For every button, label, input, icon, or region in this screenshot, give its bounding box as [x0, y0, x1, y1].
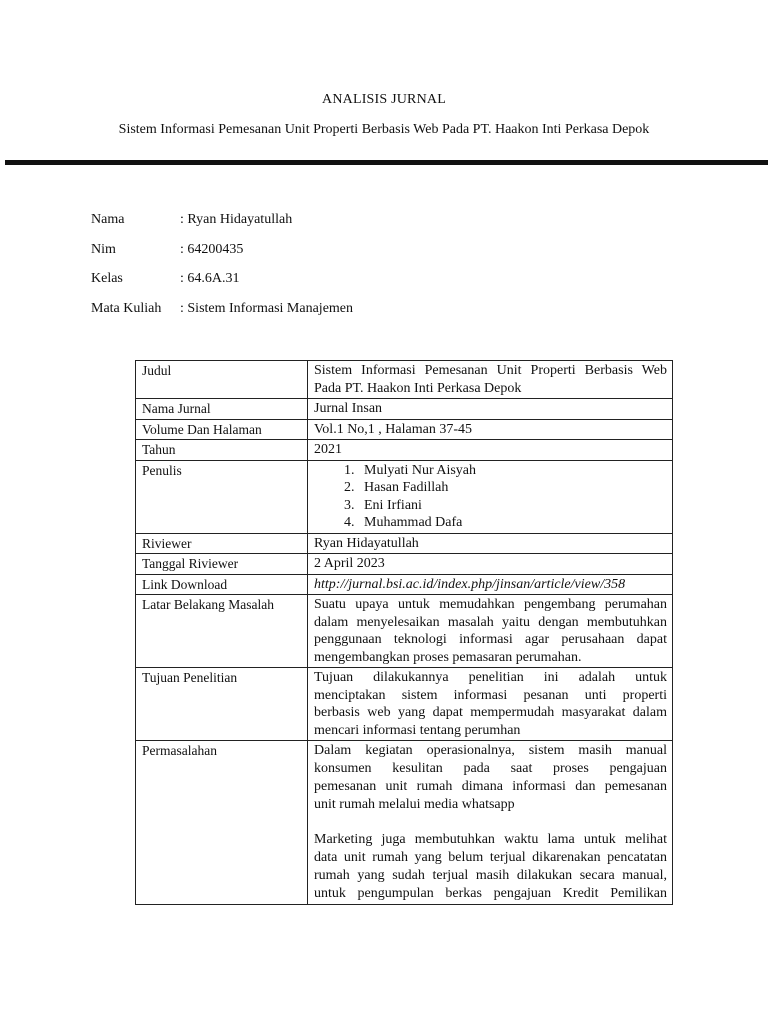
row-key: Nama Jurnal — [136, 399, 308, 420]
row-key: Link Download — [136, 574, 308, 595]
info-label: Nama — [91, 212, 125, 227]
table-row-link — [136, 574, 673, 595]
info-label: Kelas — [91, 271, 123, 286]
row-value-penulis — [308, 460, 673, 533]
table-row-riviewer — [136, 533, 673, 554]
info-value: : Ryan Hidayatullah — [180, 212, 293, 227]
info-row-kelas — [91, 271, 240, 287]
info-row-mata-kuliah — [91, 301, 353, 317]
row-key: Judul — [136, 361, 308, 399]
document-title: ANALISIS JURNAL — [322, 92, 446, 107]
info-label: Mata Kuliah — [91, 301, 162, 316]
row-key: Tujuan Penelitian — [136, 668, 308, 741]
author-item: 2. Hasan Fadillah — [358, 479, 667, 497]
info-row-nim — [91, 242, 243, 258]
row-key: Tahun — [136, 440, 308, 461]
row-value-nama-jurnal: Jurnal Insan — [308, 399, 673, 420]
row-key: Latar Belakang Masalah — [136, 595, 308, 668]
table-row-tanggal — [136, 554, 673, 575]
row-value-judul: Sistem Informasi Pemesanan Unit Properti Berbasis Web Pada PT. Haakon Inti Perkasa Depok — [308, 361, 673, 399]
row-key: Volume Dan Halaman — [136, 419, 308, 440]
author-list — [314, 462, 667, 532]
table-row-penulis — [136, 460, 673, 533]
table-row-judul — [136, 361, 673, 399]
info-label: Nim — [91, 242, 116, 257]
row-value-riviewer: Ryan Hidayatullah — [308, 533, 673, 554]
info-value: : 64.6A.31 — [180, 271, 240, 286]
info-row-nama — [91, 212, 292, 228]
table-row-permasalahan — [136, 741, 673, 905]
table-row-tahun — [136, 440, 673, 461]
row-value-permasalahan: Dalam kegiatan operasionalnya, sistem masih manual konsumen kesulitan pada saat proses pengajuan pemesanan unit rumah dimana informasi dan pemesanan unit rumah melalui media whatsapp Marketing juga membutuhkan waktu lama untuk melihat data unit rumah yang belum terjual dikarenakan pencatatan rumah yang sudah terjual masih dilakukan secara manual, untuk pengumpulan berkas pengajuan Kredit Pemilikan — [308, 741, 673, 905]
row-value-tujuan: Tujuan dilakukannya penelitian ini adalah untuk menciptakan sistem informasi pesanan unti properti berbasis web yang dapat mempermudah masyarakat dalam mencari informasi tentang perumhan — [308, 668, 673, 741]
row-key: Tanggal Riviewer — [136, 554, 308, 575]
analysis-table — [135, 360, 673, 905]
header-divider — [5, 160, 768, 165]
row-key: Riviewer — [136, 533, 308, 554]
row-key: Permasalahan — [136, 741, 308, 905]
table-row-volume — [136, 419, 673, 440]
table-row-tujuan — [136, 668, 673, 741]
row-value-tanggal: 2 April 2023 — [308, 554, 673, 575]
row-value-latar-belakang: Suatu upaya untuk memudahkan pengembang perumahan dalam menyelesaikan masalah yaitu dengan membutuhkan penggunaan teknologi informasi agar perusahaan dapat mengembangkan proses pemasaran perumahan. — [308, 595, 673, 668]
author-item: 3. Eni Irfiani — [358, 497, 667, 515]
document-subtitle: Sistem Informasi Pemesanan Unit Properti Berbasis Web Pada PT. Haakon Inti Perkasa Depok — [118, 122, 650, 137]
download-link[interactable]: http://jurnal.bsi.ac.id/index.php/jinsan/article/view/358 — [308, 574, 673, 595]
row-value-volume: Vol.1 No,1 , Halaman 37-45 — [308, 419, 673, 440]
row-value-tahun: 2021 — [308, 440, 673, 461]
row-key: Penulis — [136, 460, 308, 533]
info-value: : 64200435 — [180, 242, 244, 257]
info-value: : Sistem Informasi Manajemen — [180, 301, 354, 316]
table-row-nama-jurnal — [136, 399, 673, 420]
table-row-latar-belakang — [136, 595, 673, 668]
paragraph-gap — [314, 814, 667, 831]
author-item: 1. Mulyati Nur Aisyah — [358, 462, 667, 480]
author-item: 4. Muhammad Dafa — [358, 514, 667, 532]
